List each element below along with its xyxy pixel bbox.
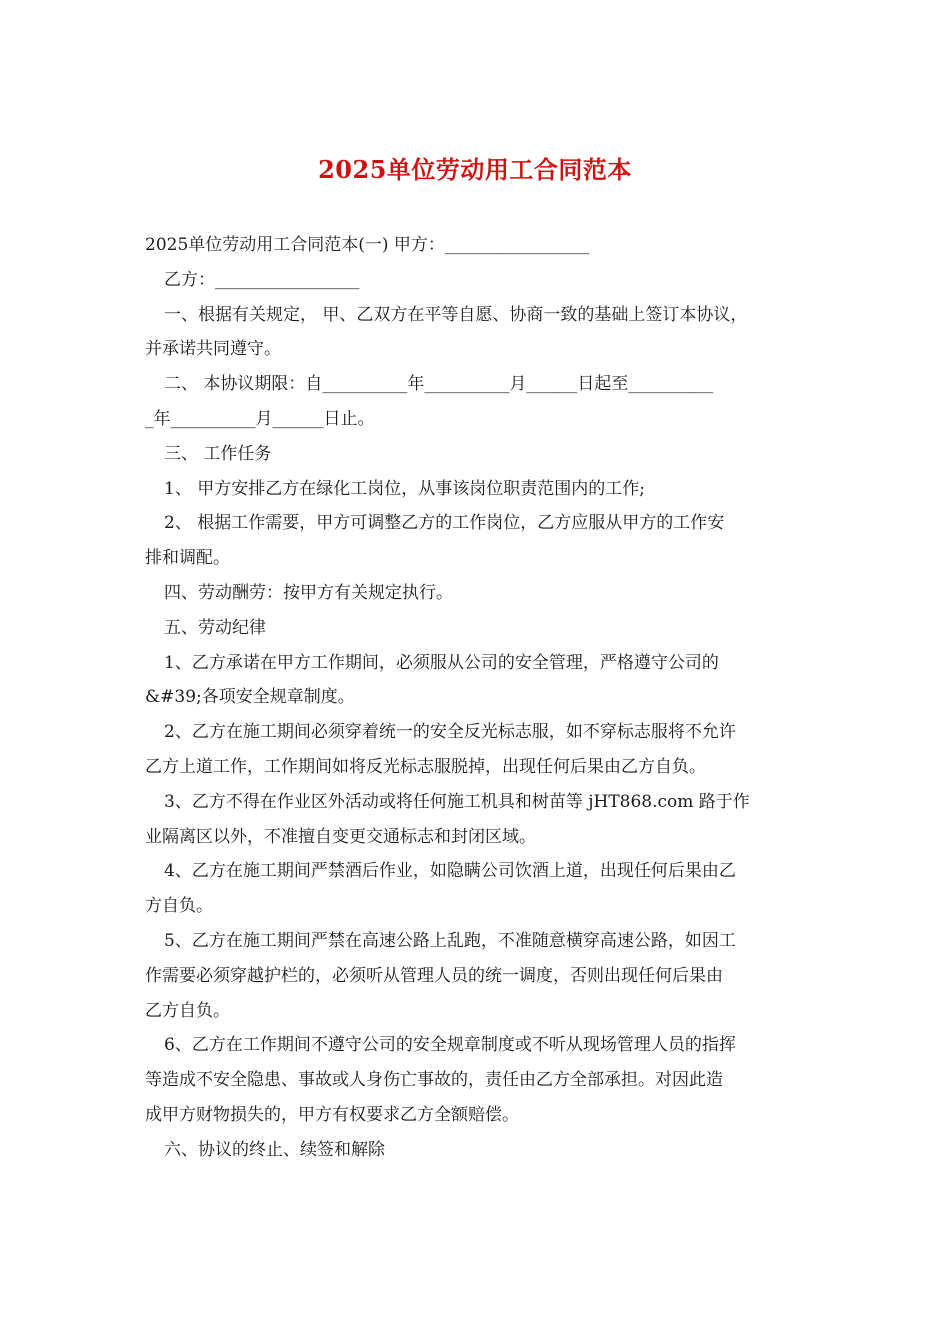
- document-title: 2025单位劳动用工合同范本: [318, 155, 632, 184]
- text-line: 业隔离区以外，不准擅自变更交通标志和封闭区域。: [145, 826, 536, 847]
- text-line: 乙方上道工作，工作期间如将反光标志服脱掉，出现任何后果由乙方自负。: [145, 756, 706, 777]
- text-line: 2、 根据工作需要，甲方可调整乙方的工作岗位，乙方应服从甲方的工作安: [164, 513, 725, 534]
- text-line: 六、协议的终止、续签和解除: [164, 1139, 385, 1160]
- text-line: &#39;各项安全规章制度。: [145, 687, 355, 708]
- text-line: 乙方：_________________: [164, 269, 360, 290]
- text-line: 3、乙方不得在作业区外活动或将任何施工机具和树苗等 jHT868.com 路于作: [164, 791, 750, 812]
- text-line: 6、乙方在工作期间不遵守公司的安全规章制度或不听从现场管理人员的指挥: [164, 1035, 736, 1056]
- text-line: 排和调配。: [145, 548, 230, 569]
- text-line: 五、劳动纪律: [164, 617, 266, 638]
- text-line: 方自负。: [145, 896, 213, 917]
- text-line: 2025单位劳动用工合同范本(一) 甲方：_________________: [145, 235, 590, 255]
- text-line: _年__________月______日止。: [145, 408, 375, 429]
- text-line: 2、乙方在施工期间必须穿着统一的安全反光标志服，如不穿标志服将不允许: [164, 722, 736, 743]
- text-line: 一、根据有关规定， 甲、乙双方在平等自愿、协商一致的基础上签订本协议，: [164, 304, 748, 325]
- text-line: 1、 甲方安排乙方在绿化工岗位，从事该岗位职责范围内的工作;: [164, 478, 645, 499]
- text-line: 四、劳动酬劳：按甲方有关规定执行。: [164, 582, 453, 603]
- document-body: [145, 228, 810, 1168]
- text-line: 并承诺共同遵守。: [145, 339, 281, 360]
- text-line: 成甲方财物损失的，甲方有权要求乙方全额赔偿。: [145, 1104, 519, 1125]
- text-line: 5、乙方在施工期间严禁在高速公路上乱跑，不准随意横穿高速公路，如因工: [164, 930, 736, 951]
- text-line: 乙方自负。: [145, 1000, 230, 1021]
- text-line: 三、 工作任务: [164, 443, 272, 464]
- text-line: 二、 本协议期限：自__________年__________月______日起至__________: [164, 374, 714, 395]
- text-line: 等造成不安全隐患、事故或人身伤亡事故的，责任由乙方全部承担。对因此造: [145, 1070, 723, 1091]
- text-line: 4、乙方在施工期间严禁酒后作业，如隐瞒公司饮酒上道，出现任何后果由乙: [164, 861, 736, 882]
- text-line: 作需要必须穿越护栏的，必须听从管理人员的统一调度，否则出现任何后果由: [145, 965, 723, 986]
- text-line: 1、乙方承诺在甲方工作期间，必须服从公司的安全管理，严格遵守公司的: [164, 652, 719, 673]
